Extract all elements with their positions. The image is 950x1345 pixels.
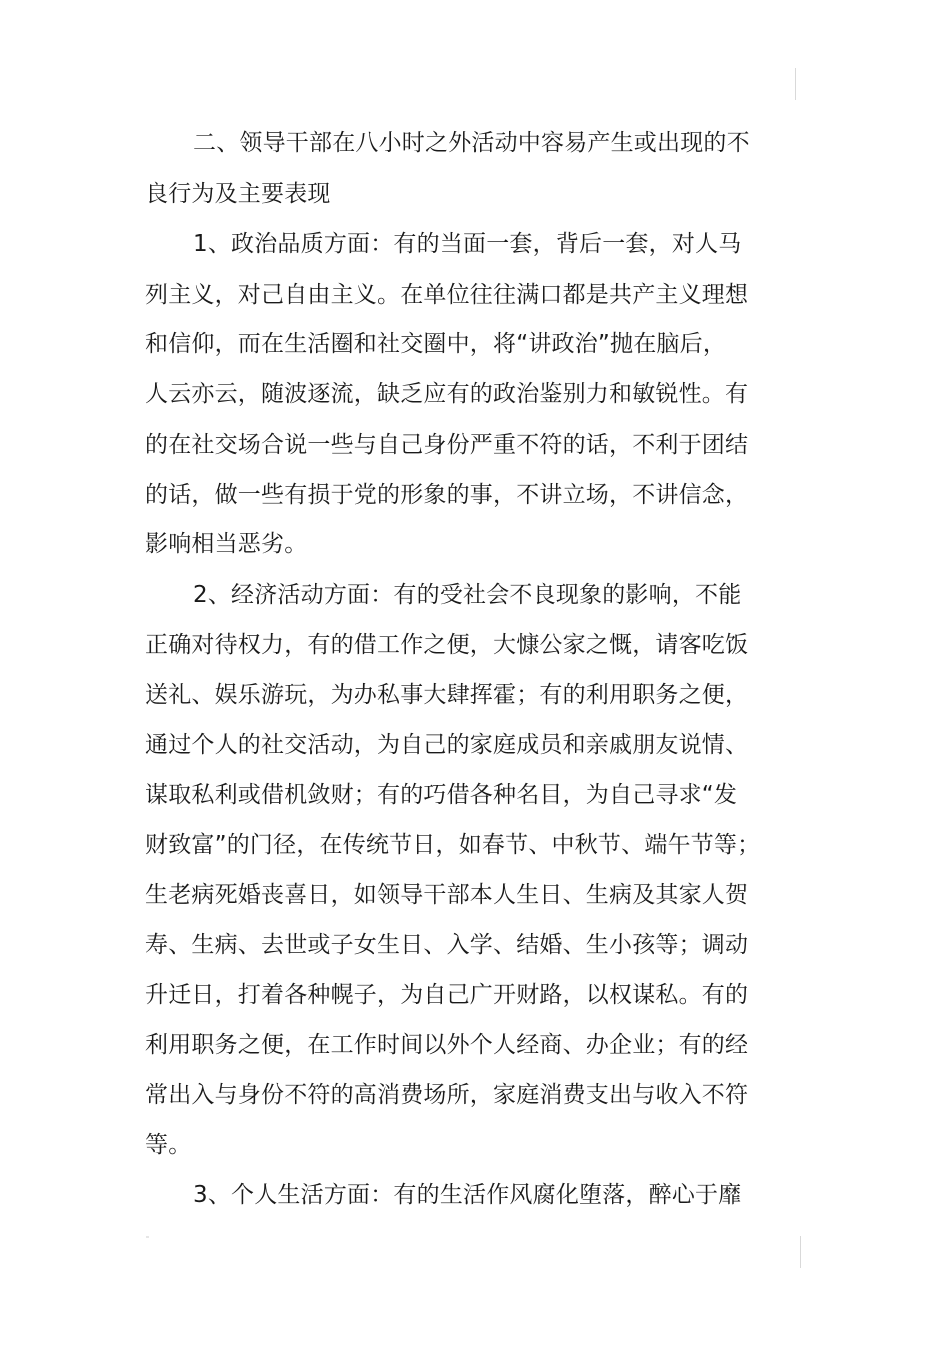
heading-line-2: 良行为及主要表现 bbox=[145, 181, 331, 207]
crop-mark-bottom-right bbox=[800, 1236, 801, 1268]
paragraph-1-line: 的话，做一些有损于党的形象的事，不讲立场，不讲信念， bbox=[145, 482, 749, 508]
heading-line-1: 二、领导干部在八小时之外活动中容易产生或出现的不 bbox=[193, 130, 750, 156]
paragraph-1-line: 影响相当恶劣。 bbox=[145, 531, 308, 557]
paragraph-2-line: 升迁日，打着各种幌子，为自己广开财路，以权谋私。有的 bbox=[145, 982, 749, 1008]
paragraph-1-line: 的在社交场合说一些与自己身份严重不符的话，不利于团结 bbox=[145, 432, 749, 458]
paragraph-2-line: 生老病死婚丧喜日，如领导干部本人生日、生病及其家人贺 bbox=[145, 882, 749, 908]
paragraph-2-line: 利用职务之便，在工作时间以外个人经商、办企业；有的经 bbox=[145, 1032, 749, 1058]
paragraph-2-line: 财致富”的门径，在传统节日，如春节、中秋节、端午节等； bbox=[145, 832, 761, 858]
paragraph-1-line: 和信仰，而在生活圈和社交圈中，将“讲政治”抛在脑后， bbox=[145, 331, 727, 357]
paragraph-2-line: 寿、生病、去世或子女生日、入学、结婚、生小孩等；调动 bbox=[145, 932, 749, 958]
paragraph-2-line: 正确对待权力，有的借工作之便，大慷公家之慨，请客吃饭 bbox=[145, 632, 749, 658]
paragraph-2-line: 谋取私利或借机敛财；有的巧借各种名目，为自己寻求“发 bbox=[145, 782, 738, 808]
paragraph-2-line: 常出入与身份不符的高消费场所，家庭消费支出与收入不符 bbox=[145, 1082, 749, 1108]
crop-mark-bottom-left bbox=[146, 1236, 149, 1238]
crop-mark-top-right bbox=[795, 68, 796, 100]
paragraph-2-line: 送礼、娱乐游玩，为办私事大肆挥霍；有的利用职务之便， bbox=[145, 682, 749, 708]
paragraph-1-line: 人云亦云，随波逐流，缺乏应有的政治鉴别力和敏锐性。有 bbox=[145, 381, 749, 407]
paragraph-2-line: 等。 bbox=[145, 1132, 192, 1158]
paragraph-3-line: 3、个人生活方面：有的生活作风腐化堕落，醉心于靡 bbox=[193, 1182, 742, 1208]
paragraph-1-line: 1、政治品质方面：有的当面一套，背后一套，对人马 bbox=[193, 231, 742, 257]
paragraph-2-line: 通过个人的社交活动，为自己的家庭成员和亲戚朋友说情、 bbox=[145, 732, 749, 758]
paragraph-2-line: 2、经济活动方面：有的受社会不良现象的影响，不能 bbox=[193, 582, 742, 608]
paragraph-1-line: 列主义，对己自由主义。在单位往往满口都是共产主义理想 bbox=[145, 282, 749, 308]
